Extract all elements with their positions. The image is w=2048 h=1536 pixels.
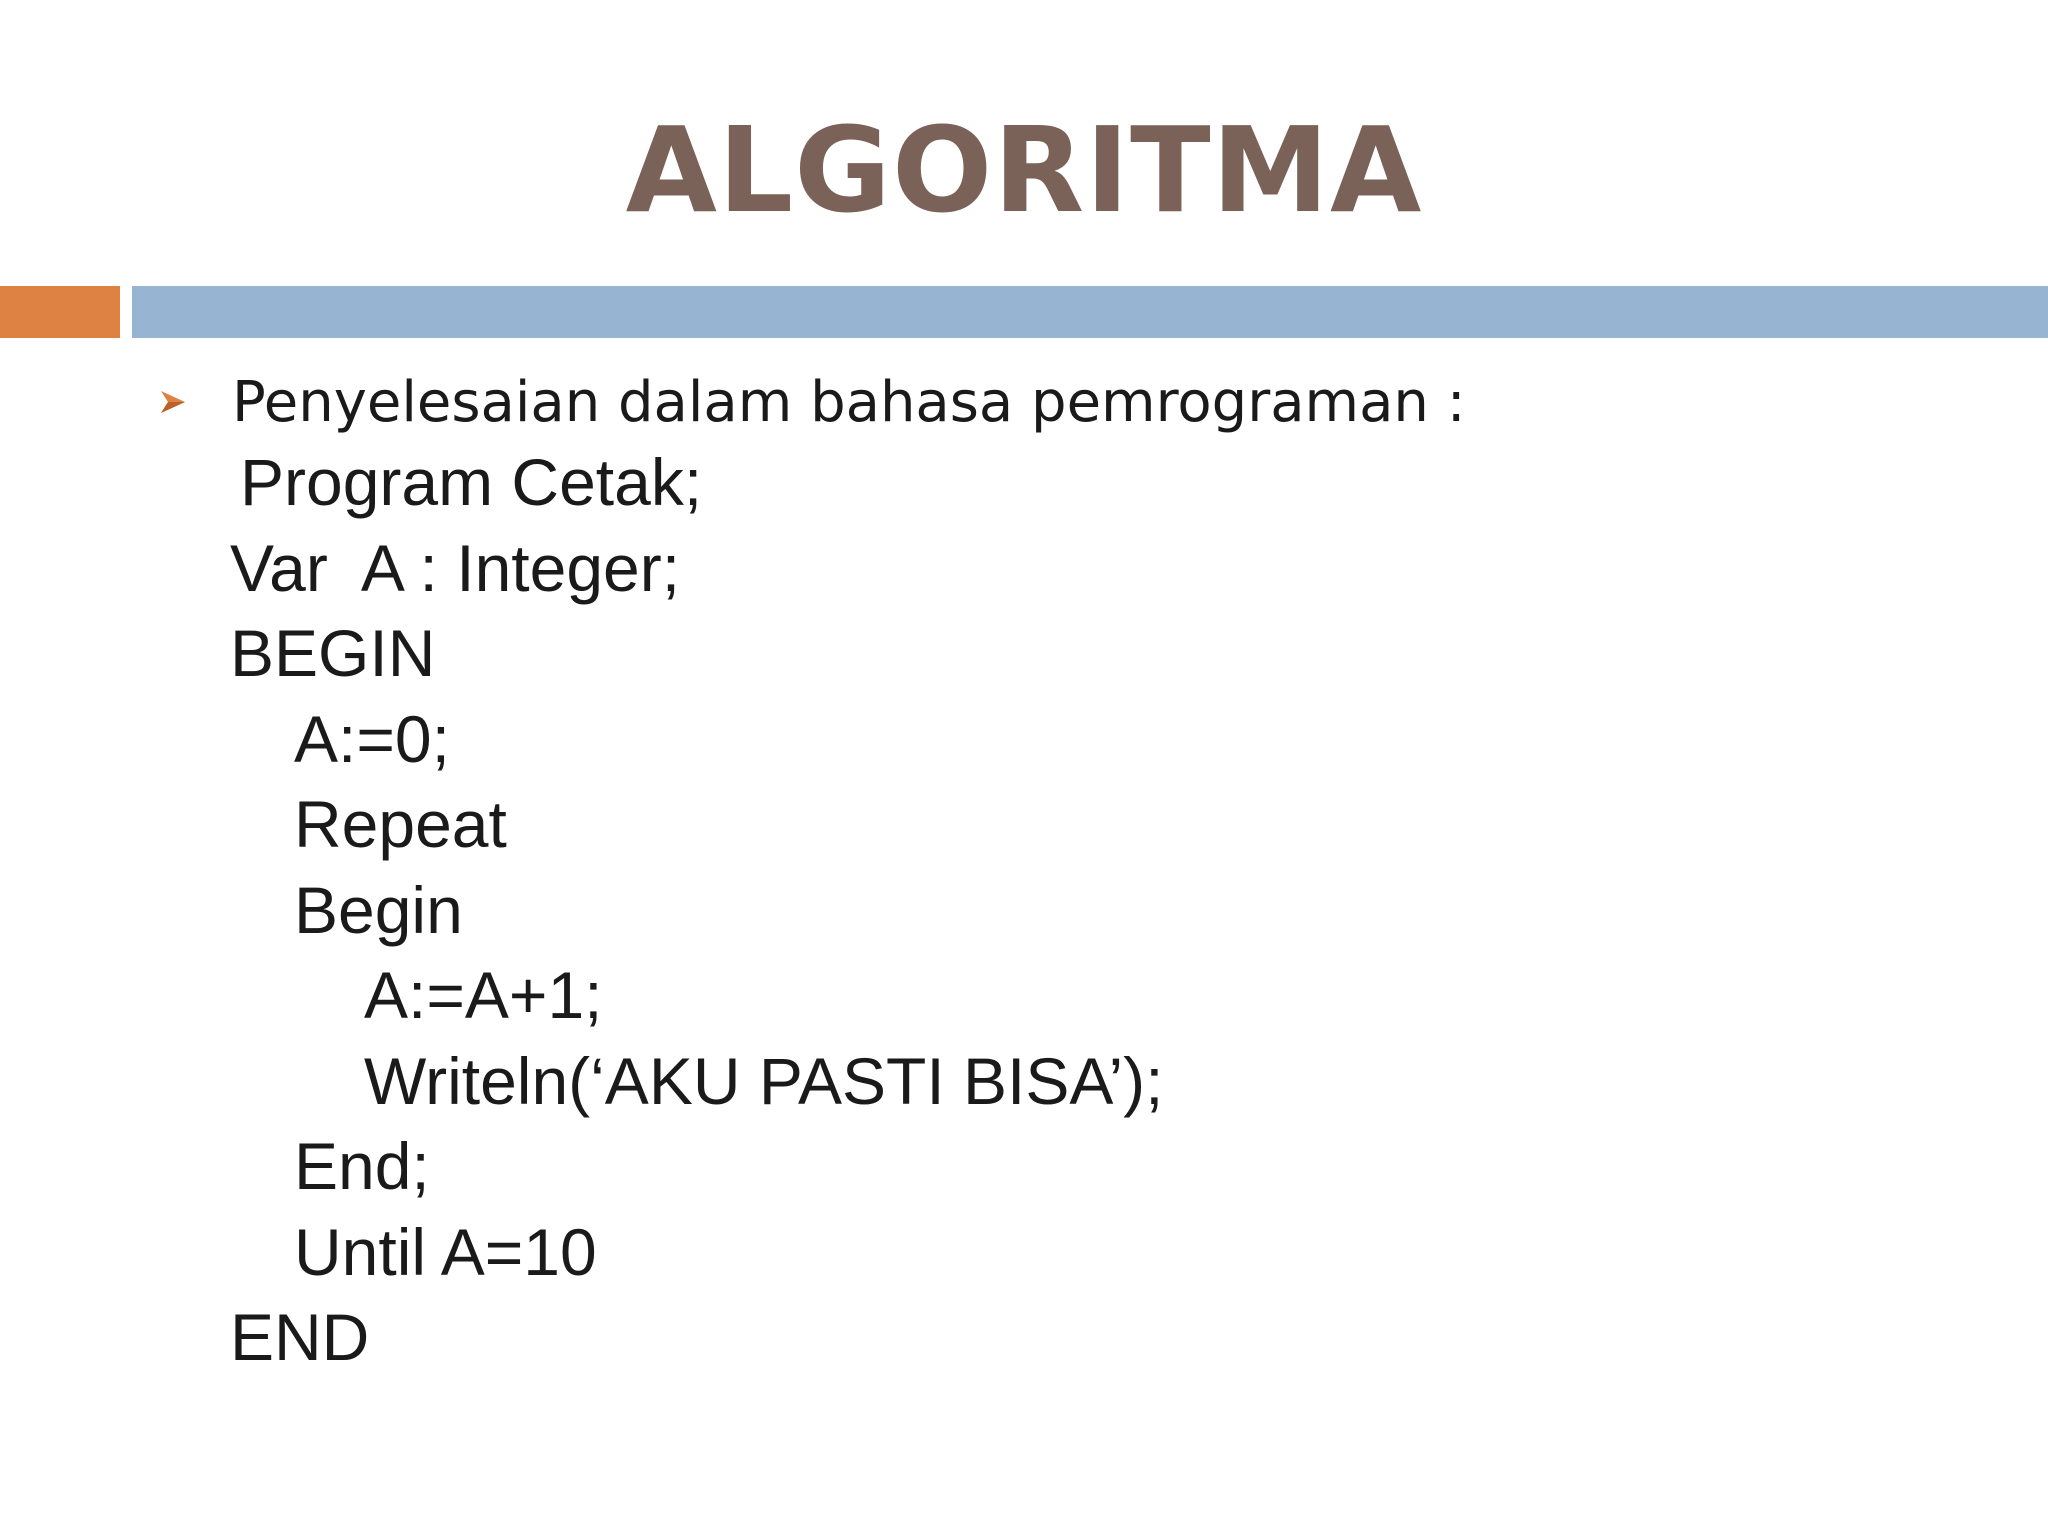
code-line: Writeln(‘AKU PASTI BISA’); (364, 1043, 1164, 1118)
code-line: A:=A+1; (364, 958, 603, 1032)
accent-bar-orange (0, 286, 120, 338)
code-line: End; (294, 1129, 430, 1203)
code-block (230, 440, 1163, 1381)
code-line: END (230, 1300, 370, 1374)
code-line: BEGIN (230, 616, 436, 690)
code-line: A:=0; (294, 701, 450, 776)
bullet-item (158, 362, 1466, 442)
accent-bar-blue (132, 286, 2048, 338)
code-line: Until A=10 (294, 1214, 597, 1289)
code-line: Repeat (294, 787, 507, 861)
arrow-bullet-icon (158, 387, 188, 417)
slide-title: ALGORITMA (625, 101, 1423, 239)
code-line: Program Cetak; (240, 445, 703, 519)
bullet-text: Penyelesaian dalam bahasa pemrograman : (232, 369, 1466, 435)
code-line: Var A : Integer; (230, 530, 681, 605)
code-line: Begin (294, 872, 463, 947)
